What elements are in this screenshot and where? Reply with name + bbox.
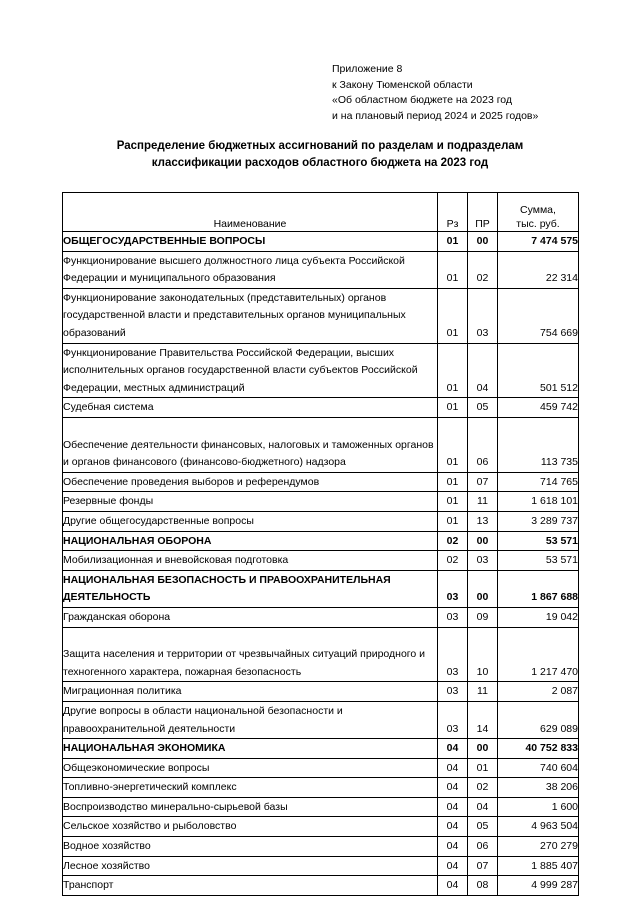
cell-rz: 01 [438,251,468,288]
cell-sum: 19 042 [498,607,579,627]
table-row [63,511,579,531]
cell-sum: 1 618 101 [498,492,579,512]
table-row [63,758,579,778]
cell-sum: 38 206 [498,778,579,798]
table-row [63,837,579,857]
cell-sum: 4 999 287 [498,876,579,896]
cell-rz: 03 [438,570,468,607]
cell-name: Общеэкономические вопросы [63,758,438,778]
cell-rz: 01 [438,232,468,252]
cell-pr: 04 [468,797,498,817]
cell-sum: 714 765 [498,472,579,492]
cell-sum: 629 089 [498,701,579,738]
cell-rz: 03 [438,682,468,702]
cell-pr: 09 [468,607,498,627]
table-header-row [63,193,579,232]
cell-pr: 00 [468,739,498,759]
cell-rz: 01 [438,288,468,343]
cell-rz: 04 [438,797,468,817]
header-line-1: Приложение 8 [332,63,403,75]
cell-name: Функционирование законодательных (представительных) органов государственной власти и представительных органов муниципальных образований [63,288,438,343]
cell-name: Лесное хозяйство [63,856,438,876]
cell-name: Воспроизводство минерально-сырьевой базы [63,797,438,817]
table-row [63,797,579,817]
cell-rz: 01 [438,343,468,398]
cell-sum: 40 752 833 [498,739,579,759]
column-header-pr: ПР [468,193,498,232]
cell-name: Другие общегосударственные вопросы [63,511,438,531]
cell-pr: 03 [468,551,498,571]
table-row [63,417,579,472]
cell-name: Обеспечение деятельности финансовых, налоговых и таможенных органов и органов финансового (финансово-бюджетного) надзора [63,417,438,472]
cell-sum: 270 279 [498,837,579,857]
cell-rz: 01 [438,472,468,492]
cell-rz: 04 [438,856,468,876]
cell-rz: 02 [438,551,468,571]
table-row [63,701,579,738]
cell-name: Мобилизационная и вневойсковая подготовка [63,551,438,571]
header-line-4: и на плановый период 2024 и 2025 годов» [332,109,539,122]
cell-rz: 04 [438,876,468,896]
cell-rz: 01 [438,417,468,472]
cell-sum: 459 742 [498,398,579,418]
cell-pr: 07 [468,856,498,876]
cell-rz: 03 [438,607,468,627]
cell-sum: 53 571 [498,531,579,551]
table-row [63,343,579,398]
cell-name: Водное хозяйство [63,837,438,857]
cell-pr: 02 [468,778,498,798]
cell-rz: 01 [438,398,468,418]
page-title [62,138,578,172]
cell-name: Функционирование Правительства Российской Федерации, высших исполнительных органов государственной власти субъектов Российской Федерации, местных администраций [63,343,438,398]
column-header-sum [498,193,579,232]
cell-name: НАЦИОНАЛЬНАЯ ЭКОНОМИКА [63,739,438,759]
cell-sum: 1 867 688 [498,570,579,607]
table-head [63,193,579,232]
table-row [63,739,579,759]
cell-rz: 03 [438,701,468,738]
cell-name: НАЦИОНАЛЬНАЯ ОБОРОНА [63,531,438,551]
cell-pr: 05 [468,817,498,837]
cell-sum: 1 600 [498,797,579,817]
cell-rz: 02 [438,531,468,551]
cell-pr: 14 [468,701,498,738]
column-header-rz: Рз [438,193,468,232]
table-row [63,876,579,896]
table-row [63,627,579,682]
cell-sum: 7 474 575 [498,232,579,252]
cell-pr: 00 [468,531,498,551]
cell-pr: 01 [468,758,498,778]
cell-name: Функционирование высшего должностного лица субъекта Российской Федерации и муниципального образования [63,251,438,288]
table-row [63,570,579,607]
table-row [63,817,579,837]
cell-name: Судебная система [63,398,438,418]
cell-rz: 01 [438,511,468,531]
cell-rz: 04 [438,758,468,778]
table-row [63,531,579,551]
table-row [63,232,579,252]
cell-pr: 00 [468,232,498,252]
table-row [63,288,579,343]
cell-name: Обеспечение проведения выборов и референдумов [63,472,438,492]
cell-pr: 06 [468,837,498,857]
table-body [63,232,579,896]
cell-sum: 2 087 [498,682,579,702]
cell-sum: 740 604 [498,758,579,778]
cell-name: Другие вопросы в области национальной безопасности и правоохранительной деятельности [63,701,438,738]
cell-name: Топливно-энергетический комплекс [63,778,438,798]
cell-pr: 11 [468,492,498,512]
table-row [63,856,579,876]
cell-rz: 04 [438,778,468,798]
cell-pr: 07 [468,472,498,492]
cell-sum: 113 735 [498,417,579,472]
table-row [63,492,579,512]
column-header-sum-line1: Сумма, [520,204,556,216]
cell-name: НАЦИОНАЛЬНАЯ БЕЗОПАСНОСТЬ И ПРАВООХРАНИТЕЛЬНАЯ ДЕЯТЕЛЬНОСТЬ [63,570,438,607]
table-row [63,251,579,288]
column-header-name: Наименование [63,193,438,232]
table-row [63,398,579,418]
cell-sum: 1 885 407 [498,856,579,876]
cell-pr: 03 [468,288,498,343]
budget-table [62,192,579,896]
cell-sum: 754 669 [498,288,579,343]
cell-sum: 501 512 [498,343,579,398]
cell-sum: 53 571 [498,551,579,571]
table-row [63,778,579,798]
cell-pr: 08 [468,876,498,896]
title-line-2: классификации расходов областного бюджета на 2023 год [151,157,489,169]
header-line-3: «Об областном бюджете на 2023 год [332,94,513,107]
cell-pr: 10 [468,627,498,682]
table-row [63,682,579,702]
cell-name: Защита населения и территории от чрезвычайных ситуаций природного и техногенного характера, пожарная безопасность [63,627,438,682]
cell-pr: 13 [468,511,498,531]
document-header-block [332,62,538,124]
cell-pr: 04 [468,343,498,398]
cell-name: Миграционная политика [63,682,438,702]
cell-name: Гражданская оборона [63,607,438,627]
cell-rz: 01 [438,492,468,512]
cell-sum: 3 289 737 [498,511,579,531]
title-line-1: Распределение бюджетных ассигнований по разделам и подразделам [116,140,524,152]
column-header-sum-line2: тыс. руб. [516,218,560,230]
cell-sum: 22 314 [498,251,579,288]
budget-table-container [62,192,578,896]
table-row [63,551,579,571]
cell-pr: 00 [468,570,498,607]
cell-pr: 02 [468,251,498,288]
cell-sum: 1 217 470 [498,627,579,682]
cell-name: Резервные фонды [63,492,438,512]
cell-name: Транспорт [63,876,438,896]
table-row [63,607,579,627]
cell-pr: 06 [468,417,498,472]
cell-name: Сельское хозяйство и рыболовство [63,817,438,837]
table-row [63,472,579,492]
cell-rz: 04 [438,817,468,837]
cell-sum: 4 963 504 [498,817,579,837]
cell-name: ОБЩЕГОСУДАРСТВЕННЫЕ ВОПРОСЫ [63,232,438,252]
cell-pr: 05 [468,398,498,418]
cell-rz: 03 [438,627,468,682]
header-line-2: к Закону Тюменской области [332,78,473,91]
cell-pr: 11 [468,682,498,702]
cell-rz: 04 [438,837,468,857]
cell-rz: 04 [438,739,468,759]
